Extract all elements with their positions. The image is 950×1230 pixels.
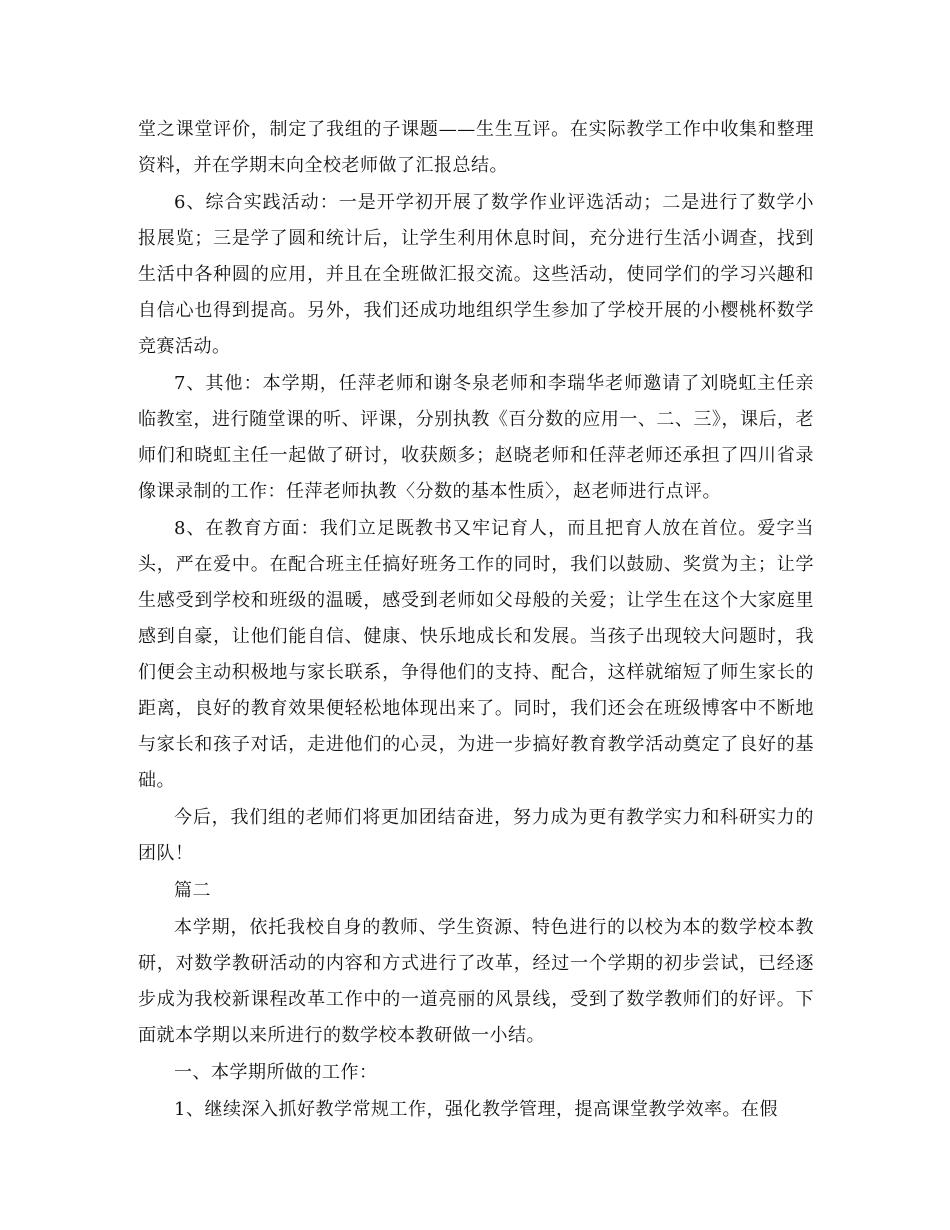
- paragraph-5: 今后，我们组的老师们将更加团结奋进，努力成为更有教学实力和科研实力的团队！: [138, 807, 814, 864]
- paragraph-1: 堂之课堂评价，制定了我组的子课题——生生互评。在实际教学工作中收集和整理资料，并在学期末向全校老师做了汇报总结。: [138, 119, 814, 176]
- paragraph-7: 本学期，依托我校自身的教师、学生资源、特色进行的以校为本的数学校本教研，对数学教研活动的内容和方式进行了改革，经过一个学期的初步尝试，已经逐步成为我校新课程改革工作中的一道亮丽的风景线，受到了数学教师们的好评。下面就本学期以来所进行的数学校本教研做一小结。: [138, 917, 814, 1046]
- paragraph-3: 7、其他：本学期，任萍老师和谢冬泉老师和李瑞华老师邀请了刘晓虹主任亲临教室，进行随堂课的听、评课，分别执教《百分数的应用一、二、三》，课后，老师们和晓虹主任一起做了研讨，收获颇多；赵晓老师和任萍老师还承担了四川省录像课录制的工作：任萍老师执教〈分数的基本性质〉，赵老师进行点评。: [138, 373, 814, 502]
- paragraph-2: 6、综合实践活动：一是开学初开展了数学作业评选活动；二是进行了数学小报展览；三是学了圆和统计后，让学生利用休息时间，充分进行生活小调查，找到生活中各种圆的应用，并且在全班做汇报交流。这些活动，使同学们的学习兴趣和自信心也得到提高。另外，我们还成功地组织学生参加了学校开展的小樱桃杯数学竞赛活动。: [138, 192, 814, 357]
- subsection-heading: 一、本学期所做的工作：: [174, 1062, 378, 1083]
- paragraph-9: 1、继续深入抓好教学常规工作，强化教学管理，提高课堂教学效率。在假: [174, 1099, 778, 1120]
- document-body: [138, 112, 814, 1129]
- paragraph-4: 8、在教育方面：我们立足既教书又牢记育人，而且把育人放在首位。爱字当头，严在爱中。在配合班主任搞好班务工作的同时，我们以鼓励、奖赏为主；让学生感受到学校和班级的温暖，感受到老师如父母般的关爱；让学生在这个大家庭里感到自豪，让他们能自信、健康、快乐地成长和发展。当孩子出现较大问题时，我们便会主动积极地与家长联系，争得他们的支持、配合，这样就缩短了师生家长的距离，良好的教育效果便轻松地体现出来了。同时，我们还会在班级博客中不断地与家长和孩子对话，走进他们的心灵，为进一步搞好教育教学活动奠定了良好的基础。: [138, 518, 814, 791]
- section-heading-part-two: 篇二: [174, 880, 211, 901]
